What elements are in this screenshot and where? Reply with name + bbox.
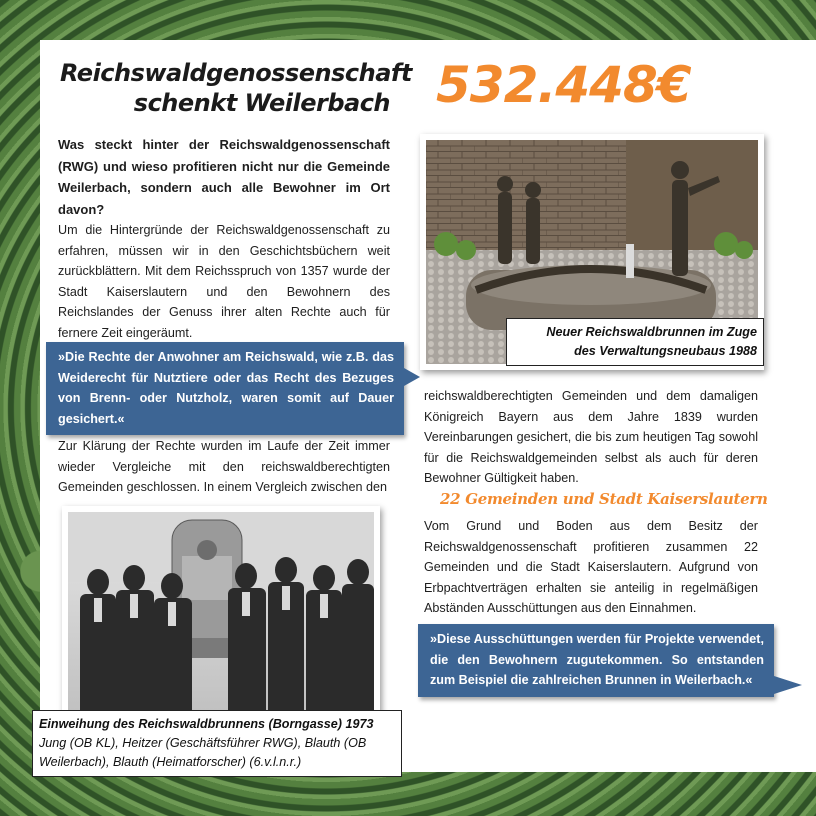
title-line-2: schenkt Weilerbach [133, 89, 390, 117]
inauguration-caption [32, 710, 402, 777]
history-paragraph: Zur Klärung der Rechte wurden im Laufe der Zeit immer wieder Vergleiche mit den reichswaldberechtigten Gemeinden geschlossen. In einem Vergleich zwischen den [58, 439, 390, 495]
fountain-caption-line-1: Neuer Reichswaldbrunnen im Zuge [546, 325, 757, 339]
section-subheading: 22 Gemeinden und Stadt Kaiserslautern [440, 490, 768, 508]
distribution-paragraph: Vom Grund und Boden aus dem Besitz der Reichswaldgenossenschaft profitieren zusammen 22 Gemeinden und die Stadt Kaiserslautern. Aufgrund von Erbpachtverträgen erhalten sie anteilig in regelmäßigen Abständen Ausschüttungen aus den Einnahmen. [424, 519, 758, 616]
agreement-paragraph: reichswaldberechtigten Gemeinden und dem damaligen Königreich Bayern aus dem Jahre 1839 wurden Vereinbarungen gesichert, die bis zum heutigen Tag sowohl für die Reichswaldgemeinden selbst als auch für deren Bewohner Gültigkeit haben. [424, 389, 758, 486]
inauguration-photo [62, 506, 380, 738]
pull-quote-rights: »Die Rechte der Anwohner am Reichswald, wie z.B. das Weiderecht für Nutztiere oder das Recht des Bezuges von Brenn- oder Nutzholz, waren somit auf Dauer gesichert.« [46, 342, 404, 435]
pull-quote-distribution: »Diese Ausschüttungen werden für Projekte verwendet, die den Bewohnern zugutekommen. So entstanden zum Beispiel die zahlreichen Brunnen in Weilerbach.« [418, 624, 774, 697]
lead-paragraph: Was steckt hinter der Reichswaldgenossenschaft (RWG) und wieso profitieren nicht nur die Gemeinde Weilerbach, sondern auch alle Bewohner im Ort davon? [58, 137, 390, 217]
inauguration-caption-body: Jung (OB KL), Heitzer (Geschäftsführer RWG), Blauth (OB Weilerbach), Blauth (Heimatforscher) (6.v.l.n.r.) [39, 736, 367, 769]
fountain-caption-line-2: des Verwaltungsneubaus 1988 [574, 344, 757, 358]
inauguration-caption-title: Einweihung des Reichswaldbrunnens (Borngasse) 1973 [39, 717, 374, 731]
intro-paragraph: Um die Hintergründe der Reichswaldgenossenschaft zu erfahren, müssen wir in den Geschichtsbüchern weit zurückblättern. Mit dem Reichsspruch von 1357 wurde der Stadt Kaiserslautern und den Bewohnern des Reichslandes der Genuss ihrer alten Rechte auch für fernere Zeit eingeräumt. [58, 223, 390, 340]
page-title [60, 58, 412, 118]
donation-amount: 532.448€ [436, 56, 691, 114]
title-line-1: Reichswaldgenossenschaft [60, 59, 412, 87]
inauguration-photo-image [68, 512, 374, 732]
fountain-caption [506, 318, 764, 366]
